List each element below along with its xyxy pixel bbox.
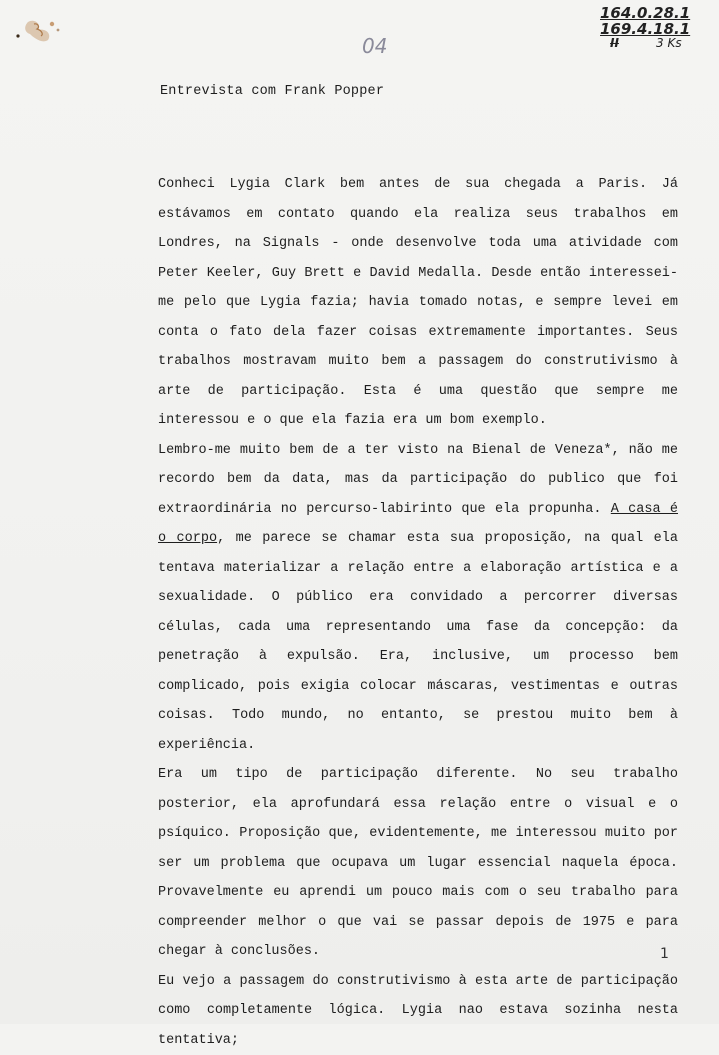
archive-mark-left: II [610,36,619,50]
paragraph [158,760,678,967]
page-number: 1 [660,946,669,962]
page-annotation-handwritten: 04 [362,34,387,58]
archive-mark-right: 3 Ks [656,36,682,50]
paragraph-text: Era um tipo de participação diferente. No seu trabalho posterior, ela aprofundará essa relação entre o visual e o psíquico. Proposição que, evidentemente, me interessou muito por ser um problema que ocupava um lugar essencial naquela época. Provavelmente eu aprendi um pouco mais com o seu trabalho para compreender melhor o que vai se passar depois de 1975 e para chegar à conclusões. [158,767,678,959]
paragraph-text: Conheci Lygia Clark bem antes de sua chegada a Paris. Já estávamos em contato quando ela realiza seus trabalhos em Londres, na Signals - onde desenvolve toda uma atividade com Peter Keeler, Guy Brett e David Medalla. Desde então interessei-me pelo que Lygia fazia; havia tomado notas, e sempre levei em conta o fato dela fazer coisas extremamente importantes. Seus trabalhos mostravam muito bem a passagem do construtivismo à arte de participação. Esta é uma questão que sempre me interessou e o que ela fazia era um bom exemplo. [158,177,678,428]
paragraph-text: Eu vejo a passagem do construtivismo à esta arte de participação como completamente lógica. Lygia nao estava sozinha nesta tentativa; [158,974,678,1048]
archive-code-2: 169.4.18.1 [600,20,690,38]
archive-code-1: 164.0.28.1 [600,4,690,22]
document-title: Entrevista com Frank Popper [160,84,384,99]
underlined-title-text: A casa é o corpo [158,502,678,547]
rust-stain-mark [12,14,72,44]
paragraph [158,436,678,761]
document-body [158,170,678,1055]
paragraph [158,170,678,436]
paragraph-text: Lembro-me muito bem de a ter visto na Bienal de Veneza*, não me recordo bem da data, mas da participação do publico que foi extraordinária no percurso-labirinto que ela propunha. [158,443,678,517]
paragraph-text: , me parece se chamar esta sua proposição, na qual ela tentava materializar a relação entre a elaboração artística e a sexualidade. O público era convidado a percorrer diversas células, cada uma representando uma fase da concepção: da penetração à expulsão. Era, inclusive, um processo bem complicado, pois exigia colocar máscaras, vestimentas e outras coisas. Todo mundo, no entanto, se prestou muito bem à experiência. [158,531,678,753]
paragraph [158,967,678,1055]
